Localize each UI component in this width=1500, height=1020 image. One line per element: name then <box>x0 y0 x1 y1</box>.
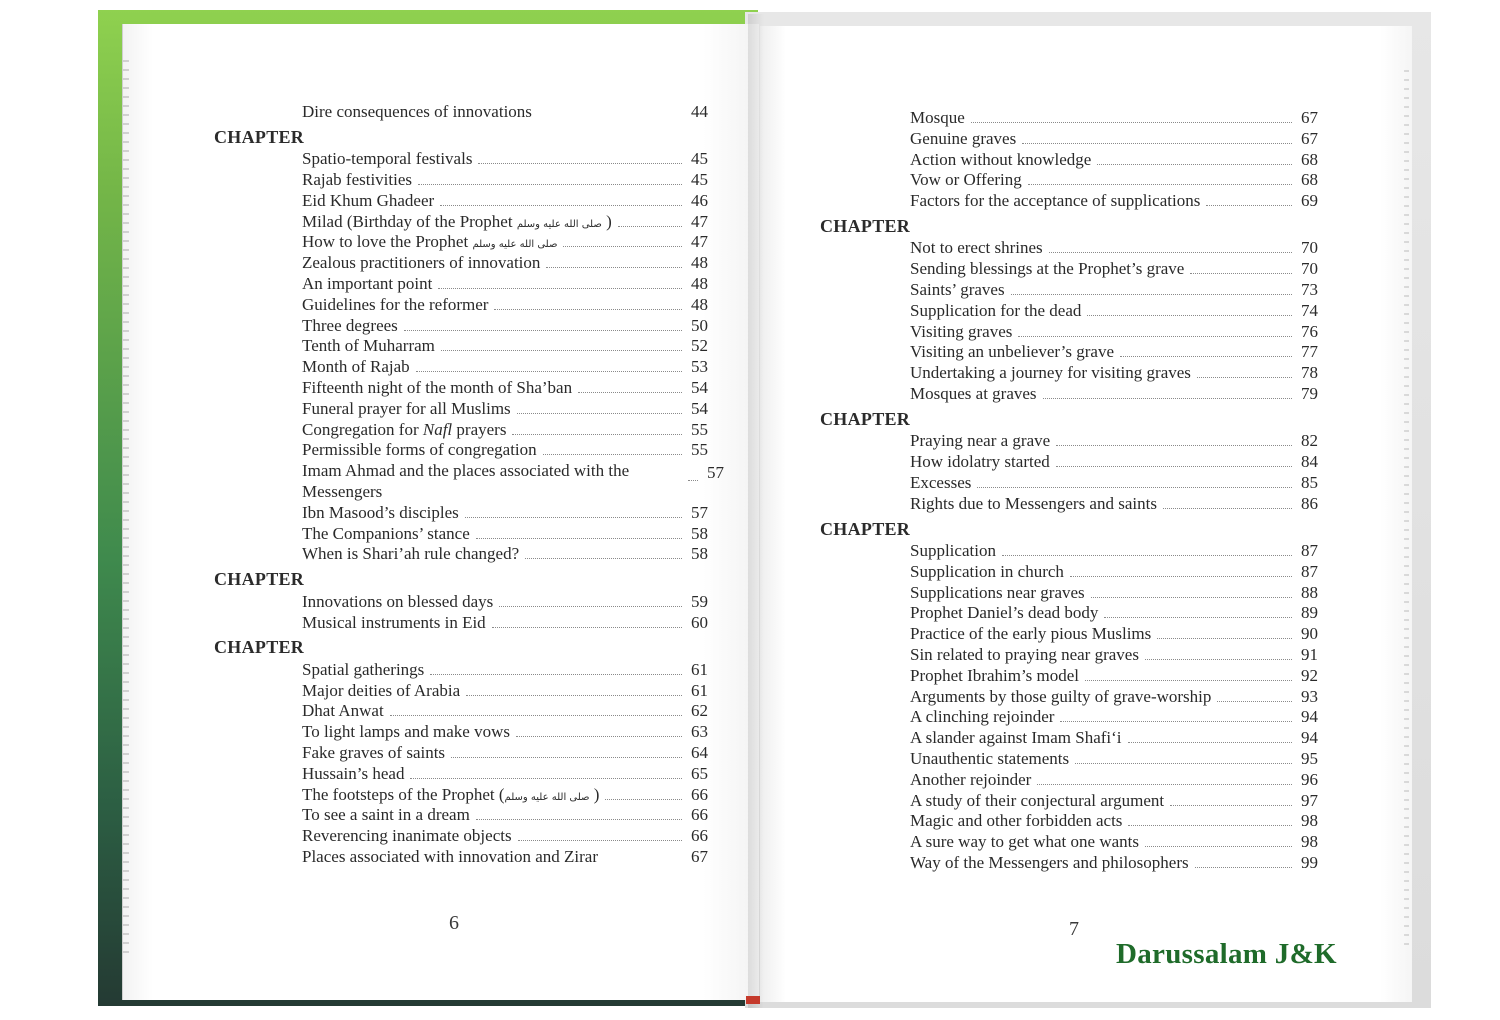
toc-page-number: 87 <box>1301 561 1318 581</box>
toc-entry <box>212 102 708 123</box>
toc-page-number: 78 <box>1301 363 1318 383</box>
toc-entry <box>212 274 708 295</box>
toc-page-number: 60 <box>691 612 708 632</box>
dot-leader <box>1085 669 1292 681</box>
toc-entry-title: The Companions’ stance <box>302 523 470 543</box>
toc-entry-title: Fake graves of saints <box>302 743 446 763</box>
toc-entry-title: Prophet Daniel’s dead body <box>910 603 1099 623</box>
toc-page-number: 70 <box>1301 259 1318 279</box>
toc-page-number: 87 <box>1301 541 1318 561</box>
toc-entry-title: Dhat Anwat <box>302 701 384 721</box>
toc-entry <box>820 494 1318 515</box>
toc-entry <box>820 170 1318 191</box>
toc-page-number: 57 <box>691 502 708 522</box>
toc-entry-title: Visiting graves <box>910 321 1013 341</box>
toc-entry <box>212 336 708 357</box>
chapter-heading: CHAPTER <box>820 408 911 429</box>
chapter-heading: CHAPTER <box>214 126 305 147</box>
toc-page-number: 52 <box>691 336 708 356</box>
toc-entry <box>212 440 708 461</box>
toc-entry-title: A sure way to get what one wants <box>910 832 1139 852</box>
dot-leader <box>466 684 682 696</box>
toc-page-number: 44 <box>691 102 708 121</box>
dot-leader <box>430 663 682 675</box>
toc-page-number: 82 <box>1301 431 1318 451</box>
toc-entry <box>820 452 1318 473</box>
toc-entry-title: To light lamps and make vows <box>302 722 510 742</box>
toc-page-number: 99 <box>1301 853 1318 872</box>
toc-entry-title: How to love the Prophet صلى الله عليه وسلم <box>302 232 558 252</box>
toc-entry <box>212 743 708 764</box>
toc-page-number: 96 <box>1301 769 1318 789</box>
dot-leader <box>1091 586 1292 598</box>
toc-entry <box>820 562 1318 583</box>
toc-entry-title: Undertaking a journey for visiting graves <box>910 363 1191 383</box>
toc-entry <box>820 384 1318 405</box>
dot-leader <box>1190 262 1292 274</box>
toc-entry <box>212 592 708 613</box>
dot-leader <box>1206 194 1292 206</box>
dot-leader <box>512 423 682 435</box>
toc-entry-title: Reverencing inanimate objects <box>302 826 512 846</box>
toc-entry-title: Ibn Masood’s disciples <box>302 502 459 522</box>
dot-leader <box>465 506 682 518</box>
toc-entry-title: Fifteenth night of the month of Sha’ban <box>302 378 573 398</box>
toc-entry <box>212 660 708 681</box>
toc-page-number: 55 <box>691 419 708 439</box>
toc-entry <box>212 613 708 634</box>
toc-entry <box>820 108 1318 129</box>
toc-page-number: 54 <box>691 398 708 418</box>
toc-page-number: 55 <box>691 440 708 460</box>
toc-page-number: 98 <box>1301 811 1318 831</box>
dot-leader <box>971 111 1292 123</box>
toc-entry-title: Spatio-temporal festivals <box>302 149 473 169</box>
toc-entry <box>820 342 1318 363</box>
toc-entry-title: Three degrees <box>302 315 398 335</box>
toc-entry-title: Rights due to Messengers and saints <box>910 493 1157 513</box>
toc-entry <box>820 624 1318 645</box>
toc-entry <box>212 253 708 274</box>
toc-entry <box>212 295 708 316</box>
dot-leader <box>1104 606 1292 618</box>
dot-leader <box>563 235 682 247</box>
toc-page-number: 67 <box>1301 108 1318 127</box>
dot-leader <box>518 829 682 841</box>
toc-page-number: 59 <box>691 591 708 611</box>
dot-leader <box>418 173 682 185</box>
toc-entry <box>820 853 1318 874</box>
toc-entry <box>820 473 1318 494</box>
dot-leader <box>1043 387 1292 399</box>
toc-entry <box>820 301 1318 322</box>
page-number-right: 7 <box>1069 918 1079 940</box>
toc-page-number: 70 <box>1301 238 1318 258</box>
toc-page-number: 63 <box>691 722 708 742</box>
dot-leader <box>1056 455 1292 467</box>
publisher-watermark: Darussalam J&K <box>1116 938 1337 970</box>
toc-page-number: 61 <box>691 680 708 700</box>
toc-entry <box>212 149 708 170</box>
binding-stitches-right <box>1404 70 1409 950</box>
toc-entry-title: Funeral prayer for all Muslims <box>302 398 511 418</box>
page-number-left: 6 <box>449 912 459 934</box>
dot-leader <box>1056 434 1292 446</box>
toc-entry <box>820 363 1318 384</box>
toc-page-number: 88 <box>1301 582 1318 602</box>
toc-entry <box>820 791 1318 812</box>
toc-page-number: 62 <box>691 701 708 721</box>
toc-entry-title: Sending blessings at the Prophet’s grave <box>910 259 1185 279</box>
toc-entry <box>212 503 708 524</box>
toc-page-number: 84 <box>1301 452 1318 472</box>
toc-page-number: 53 <box>691 357 708 377</box>
toc-entry-title: Month of Rajab <box>302 357 410 377</box>
toc-entry-title: Mosques at graves <box>910 384 1037 404</box>
dot-leader <box>404 319 682 331</box>
toc-entry <box>212 170 708 191</box>
toc-entry-title: Hussain’s head <box>302 763 405 783</box>
toc-entry-title: Practice of the early pious Muslims <box>910 624 1152 644</box>
toc-page-number: 85 <box>1301 472 1318 492</box>
toc-entry-title: An important point <box>302 274 433 294</box>
toc-entry <box>212 524 708 545</box>
toc-entry-title: Imam Ahmad and the places associated with the Messengers <box>302 461 630 502</box>
toc-entry <box>820 259 1318 280</box>
toc-entry-title: Supplications near graves <box>910 582 1085 602</box>
toc-entry-title: Supplication <box>910 541 996 561</box>
toc-page-number: 57 <box>707 463 724 483</box>
toc-entry <box>820 728 1318 749</box>
toc-entry-title: Spatial gatherings <box>302 659 425 679</box>
toc-entry-title: Visiting an unbeliever’s grave <box>910 342 1115 362</box>
toc-entry <box>820 191 1318 212</box>
toc-page-number: 76 <box>1301 321 1318 341</box>
toc-entry-title: Action without knowledge <box>910 149 1092 169</box>
dot-leader <box>1011 283 1292 295</box>
toc-entry <box>212 232 708 253</box>
toc-entry-title: When is Shari’ah rule changed? <box>302 544 520 564</box>
dot-leader <box>1087 304 1292 316</box>
toc-page-number: 58 <box>691 523 708 543</box>
book-spine <box>748 14 764 1008</box>
toc-entry-title: To see a saint in a dream <box>302 805 470 825</box>
toc-entry-title: Musical instruments in Eid <box>302 612 486 632</box>
dot-leader <box>1217 690 1292 702</box>
toc-entry-title: Places associated with innovation and Zirar <box>302 847 598 866</box>
dot-leader <box>476 527 682 539</box>
toc-entry-title: Factors for the acceptance of supplications <box>910 191 1201 211</box>
toc-page-number: 45 <box>691 170 708 190</box>
toc-page-number: 86 <box>1301 493 1318 513</box>
chapter-heading: CHAPTER <box>820 215 911 236</box>
dot-leader <box>440 194 682 206</box>
dot-leader <box>618 215 682 227</box>
toc-entry <box>820 707 1318 728</box>
toc-page-number: 46 <box>691 190 708 210</box>
dot-leader <box>1097 153 1292 165</box>
toc-entry <box>212 847 708 868</box>
dot-leader <box>517 402 682 414</box>
toc-entry <box>212 805 708 826</box>
toc-page-number: 64 <box>691 743 708 763</box>
dot-leader <box>499 595 682 607</box>
dot-leader <box>543 443 682 455</box>
dot-leader <box>1163 497 1292 509</box>
toc-page-number: 89 <box>1301 603 1318 623</box>
toc-page-number: 69 <box>1301 191 1318 211</box>
dot-leader <box>1028 173 1292 185</box>
dot-leader <box>1120 345 1292 357</box>
toc-entry-title: Congregation for Nafl prayers <box>302 419 507 439</box>
toc-page-number: 65 <box>691 763 708 783</box>
toc-entry <box>820 322 1318 343</box>
toc-entry-title: Saints’ graves <box>910 280 1005 300</box>
toc-entry <box>820 687 1318 708</box>
dot-leader <box>605 788 682 800</box>
honorific-arabic: صلى الله عليه وسلم <box>472 239 558 251</box>
toc-entry-title: A clinching rejoinder <box>910 707 1055 727</box>
dot-leader <box>438 277 682 289</box>
toc-entry <box>820 645 1318 666</box>
chapter-heading: CHAPTER <box>214 569 305 590</box>
toc-page-number: 47 <box>691 232 708 252</box>
toc-entry-title: Permissible forms of congregation <box>302 440 537 460</box>
spine-ribbon <box>746 996 760 1004</box>
toc-entry <box>212 399 708 420</box>
toc-entry <box>820 280 1318 301</box>
toc-page-number: 90 <box>1301 624 1318 644</box>
toc-entry <box>212 357 708 378</box>
toc-entry-title: Mosque <box>910 108 965 127</box>
toc-entry-title: Milad (Birthday of the Prophet صلى الله عليه وسلم ) <box>302 211 612 231</box>
toc-entry <box>820 770 1318 791</box>
toc-entry-title: Praying near a grave <box>910 431 1051 451</box>
dot-leader <box>1145 835 1292 847</box>
toc-entry <box>212 826 708 847</box>
toc-entry <box>820 666 1318 687</box>
left-toc-list <box>212 102 724 868</box>
dot-leader <box>1197 366 1292 378</box>
toc-entry-title: Tenth of Muharram <box>302 336 435 356</box>
chapter-heading: CHAPTER <box>214 637 305 658</box>
toc-entry-title: Another rejoinder <box>910 769 1032 789</box>
toc-page-number: 48 <box>691 294 708 314</box>
toc-entry <box>820 238 1318 259</box>
dot-leader <box>546 256 682 268</box>
toc-entry-title: Zealous practitioners of innovation <box>302 253 541 273</box>
toc-entry-title: Dire consequences of innovations <box>302 102 532 121</box>
toc-entry <box>820 603 1318 624</box>
toc-entry <box>820 431 1318 452</box>
toc-page-number: 45 <box>691 149 708 169</box>
dot-leader <box>410 767 682 779</box>
dot-leader <box>578 381 682 393</box>
chapter-heading: CHAPTER <box>820 518 911 539</box>
toc-page-number: 94 <box>1301 707 1318 727</box>
toc-page-number: 92 <box>1301 665 1318 685</box>
toc-entry <box>212 785 708 806</box>
toc-entry-title: Excesses <box>910 472 972 492</box>
dot-leader <box>525 547 682 559</box>
dot-leader <box>516 725 682 737</box>
dot-leader <box>1128 814 1292 826</box>
toc-entry-title: Supplication for the dead <box>910 300 1082 320</box>
dot-leader <box>688 469 698 481</box>
toc-entry-title: Arguments by those guilty of grave-worship <box>910 686 1212 706</box>
dot-leader <box>1128 731 1292 743</box>
toc-entry-title: A slander against Imam Shafi‘i <box>910 728 1122 748</box>
dot-leader <box>1195 856 1292 868</box>
toc-page-number: 58 <box>691 544 708 564</box>
toc-page-number: 95 <box>1301 749 1318 769</box>
toc-page-number: 67 <box>1301 128 1318 148</box>
toc-entry <box>212 420 708 441</box>
toc-page-number: 68 <box>1301 149 1318 169</box>
toc-page-number: 73 <box>1301 280 1318 300</box>
toc-page-number: 66 <box>691 784 708 804</box>
toc-page-number: 66 <box>691 826 708 846</box>
dot-leader <box>390 704 682 716</box>
toc-entry <box>820 541 1318 562</box>
toc-entry <box>820 583 1318 604</box>
dot-leader <box>1049 241 1292 253</box>
toc-entry <box>820 749 1318 770</box>
toc-entry-title: The footsteps of the Prophet (صلى الله عليه وسلم ) <box>302 784 600 804</box>
toc-page-number: 74 <box>1301 300 1318 320</box>
toc-entry <box>212 191 708 212</box>
right-toc-list <box>820 108 1318 874</box>
toc-page-number: 97 <box>1301 790 1318 810</box>
dot-leader <box>1170 794 1292 806</box>
toc-entry-title: Innovations on blessed days <box>302 591 494 611</box>
toc-entry <box>212 701 708 722</box>
toc-entry-title: Genuine graves <box>910 128 1017 148</box>
honorific-arabic: صلى الله عليه وسلم <box>504 791 590 803</box>
dot-leader <box>1145 648 1292 660</box>
toc-entry-title: Rajab festivities <box>302 170 413 190</box>
dot-leader <box>451 746 682 758</box>
toc-entry <box>820 129 1318 150</box>
toc-entry-title: Vow or Offering <box>910 170 1022 190</box>
dot-leader <box>1060 710 1292 722</box>
toc-entry-title: How idolatry started <box>910 452 1050 472</box>
dot-leader <box>977 476 1292 488</box>
toc-entry-title: Supplication in church <box>910 561 1064 581</box>
toc-page-number: 67 <box>691 847 708 866</box>
dot-leader <box>1157 627 1292 639</box>
toc-page-number: 48 <box>691 274 708 294</box>
toc-page-number: 68 <box>1301 170 1318 190</box>
honorific-arabic: صلى الله عليه وسلم <box>516 218 602 230</box>
dot-leader <box>416 360 682 372</box>
toc-entry <box>820 150 1318 171</box>
toc-entry <box>212 378 708 399</box>
toc-page-number: 79 <box>1301 384 1318 404</box>
toc-page-number: 47 <box>691 211 708 231</box>
dot-leader <box>604 851 682 862</box>
toc-entry-title: Sin related to praying near graves <box>910 645 1139 665</box>
toc-page-number: 50 <box>691 315 708 335</box>
dot-leader <box>538 106 682 117</box>
binding-stitches-left <box>123 60 129 960</box>
toc-page-number: 61 <box>691 659 708 679</box>
toc-entry-title: Eid Khum Ghadeer <box>302 190 435 210</box>
toc-entry-title: Not to erect shrines <box>910 238 1043 258</box>
dot-leader <box>1075 752 1292 764</box>
toc-entry <box>212 544 708 565</box>
dot-leader <box>494 298 682 310</box>
toc-entry <box>212 461 724 503</box>
toc-entry <box>820 832 1318 853</box>
toc-entry <box>212 316 708 337</box>
toc-entry-title: Unauthentic statements <box>910 749 1070 769</box>
toc-entry-title: Magic and other forbidden acts <box>910 811 1123 831</box>
dot-leader <box>1018 325 1292 337</box>
toc-entry <box>212 212 708 233</box>
dot-leader <box>492 616 682 628</box>
toc-page-number: 48 <box>691 253 708 273</box>
toc-page-number: 66 <box>691 805 708 825</box>
toc-page-number: 77 <box>1301 342 1318 362</box>
dot-leader <box>441 339 682 351</box>
toc-entry-title: A study of their conjectural argument <box>910 790 1165 810</box>
dot-leader <box>1070 565 1292 577</box>
toc-entry <box>212 681 708 702</box>
dot-leader <box>1037 773 1292 785</box>
toc-entry-title: Major deities of Arabia <box>302 680 461 700</box>
toc-page-number: 91 <box>1301 645 1318 665</box>
toc-entry <box>212 764 708 785</box>
toc-entry <box>212 722 708 743</box>
toc-entry <box>820 811 1318 832</box>
dot-leader <box>478 152 682 164</box>
toc-entry-title: Way of the Messengers and philosophers <box>910 853 1189 872</box>
toc-entry-title: Guidelines for the reformer <box>302 294 489 314</box>
toc-page-number: 94 <box>1301 728 1318 748</box>
dot-leader <box>476 808 682 820</box>
toc-entry-title: Prophet Ibrahim’s model <box>910 665 1080 685</box>
toc-page-number: 98 <box>1301 832 1318 852</box>
dot-leader <box>1002 544 1292 556</box>
toc-page-number: 93 <box>1301 686 1318 706</box>
toc-page-number: 54 <box>691 378 708 398</box>
dot-leader <box>1022 132 1292 144</box>
